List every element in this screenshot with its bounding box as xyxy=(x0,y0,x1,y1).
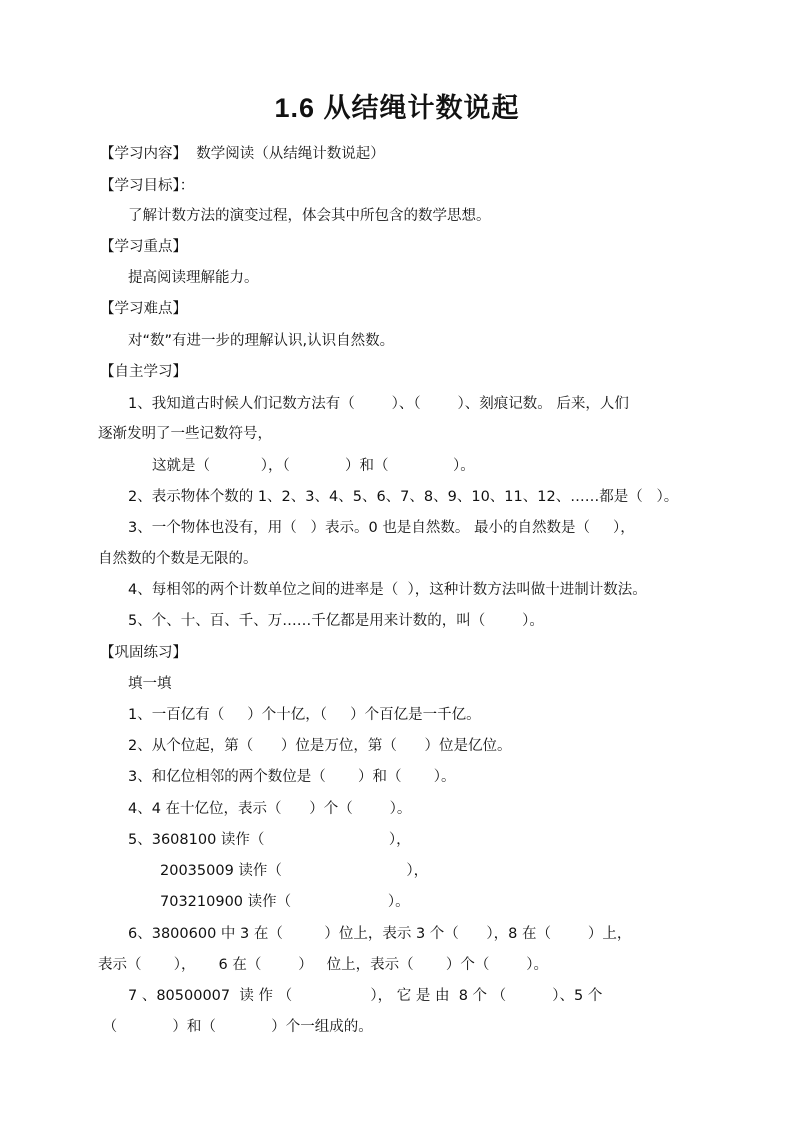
practice-p1: 1、一百亿有（ ）个十亿，（ ）个百亿是一千亿。 xyxy=(128,707,481,723)
practice-p7-line1: 7 、80500007 读 作 （ ）， 它 是 由 8 个 （ ）、5 个 xyxy=(128,988,603,1004)
practice-label: 【巩固练习】 xyxy=(100,645,187,661)
practice-p5-a: 5、3608100 读作（ ）， xyxy=(128,832,411,848)
practice-p5-b: 20035009 读作（ ）， xyxy=(160,863,429,879)
practice-p6-line2: 表示（ ）， 6 在（ ） 位上，表示（ ）个（ ）。 xyxy=(98,957,548,973)
self-study-q3-line1: 3、一个物体也没有，用（ ）表示。0 也是自然数。 最小的自然数是（ ）， xyxy=(128,520,635,536)
self-study-q2: 2、表示物体个数的 1、2、3、4、5、6、7、8、9、10、11、12、……都是（ ）。 xyxy=(128,489,679,505)
practice-p3: 3、和亿位相邻的两个数位是（ ）和（ ）。 xyxy=(128,769,456,785)
self-study-q1-line1: 1、我知道古时候人们记数方法有（ ）、（ ）、刻痕记数。 后来，人们 xyxy=(128,396,629,412)
practice-p7-line2: （ ）和（ ）个一组成的。 xyxy=(98,1019,373,1035)
key-label: 【学习重点】 xyxy=(100,239,187,255)
content-row xyxy=(100,144,385,164)
self-study-label: 【自主学习】 xyxy=(100,364,187,380)
goal-label: 【学习目标】： xyxy=(100,178,195,194)
practice-p2: 2、从个位起，第（ ）位是万位，第（ ）位是亿位。 xyxy=(128,738,512,754)
practice-p6-line1: 6、3800600 中 3 在（ ）位上，表示 3 个（ ），8 在（ ）上， xyxy=(128,926,632,942)
practice-p5-c: 703210900 读作（ ）。 xyxy=(160,894,410,910)
goal-text: 了解计数方法的演变过程，体会其中所包含的数学思想。 xyxy=(128,208,491,224)
difficult-label: 【学习难点】 xyxy=(100,301,187,317)
practice-p4: 4、4 在十亿位，表示（ ）个（ ）。 xyxy=(128,801,412,817)
self-study-q1-line3: 这就是（ ），（ ）和（ ）。 xyxy=(152,458,475,474)
key-text: 提高阅读理解能力。 xyxy=(128,270,259,286)
content-label: 【学习内容】 xyxy=(100,146,187,162)
difficult-text: 对“数”有进一步的理解认识,认识自然数。 xyxy=(128,333,395,349)
practice-sub: 填一填 xyxy=(128,676,172,692)
self-study-q1-line2: 逐渐发明了一些记数符号， xyxy=(98,426,272,442)
self-study-q5: 5、个、十、百、千、万……千亿都是用来计数的，叫（ ）。 xyxy=(128,613,544,629)
page-title: 1.6 从结绳计数说起 xyxy=(274,93,520,123)
self-study-q4: 4、每相邻的两个计数单位之间的进率是（ ），这种计数方法叫做十进制计数法。 xyxy=(128,582,647,598)
self-study-q3-line2: 自然数的个数是无限的。 xyxy=(98,551,258,567)
content-value: 数学阅读（从结绳计数说起） xyxy=(187,146,385,162)
